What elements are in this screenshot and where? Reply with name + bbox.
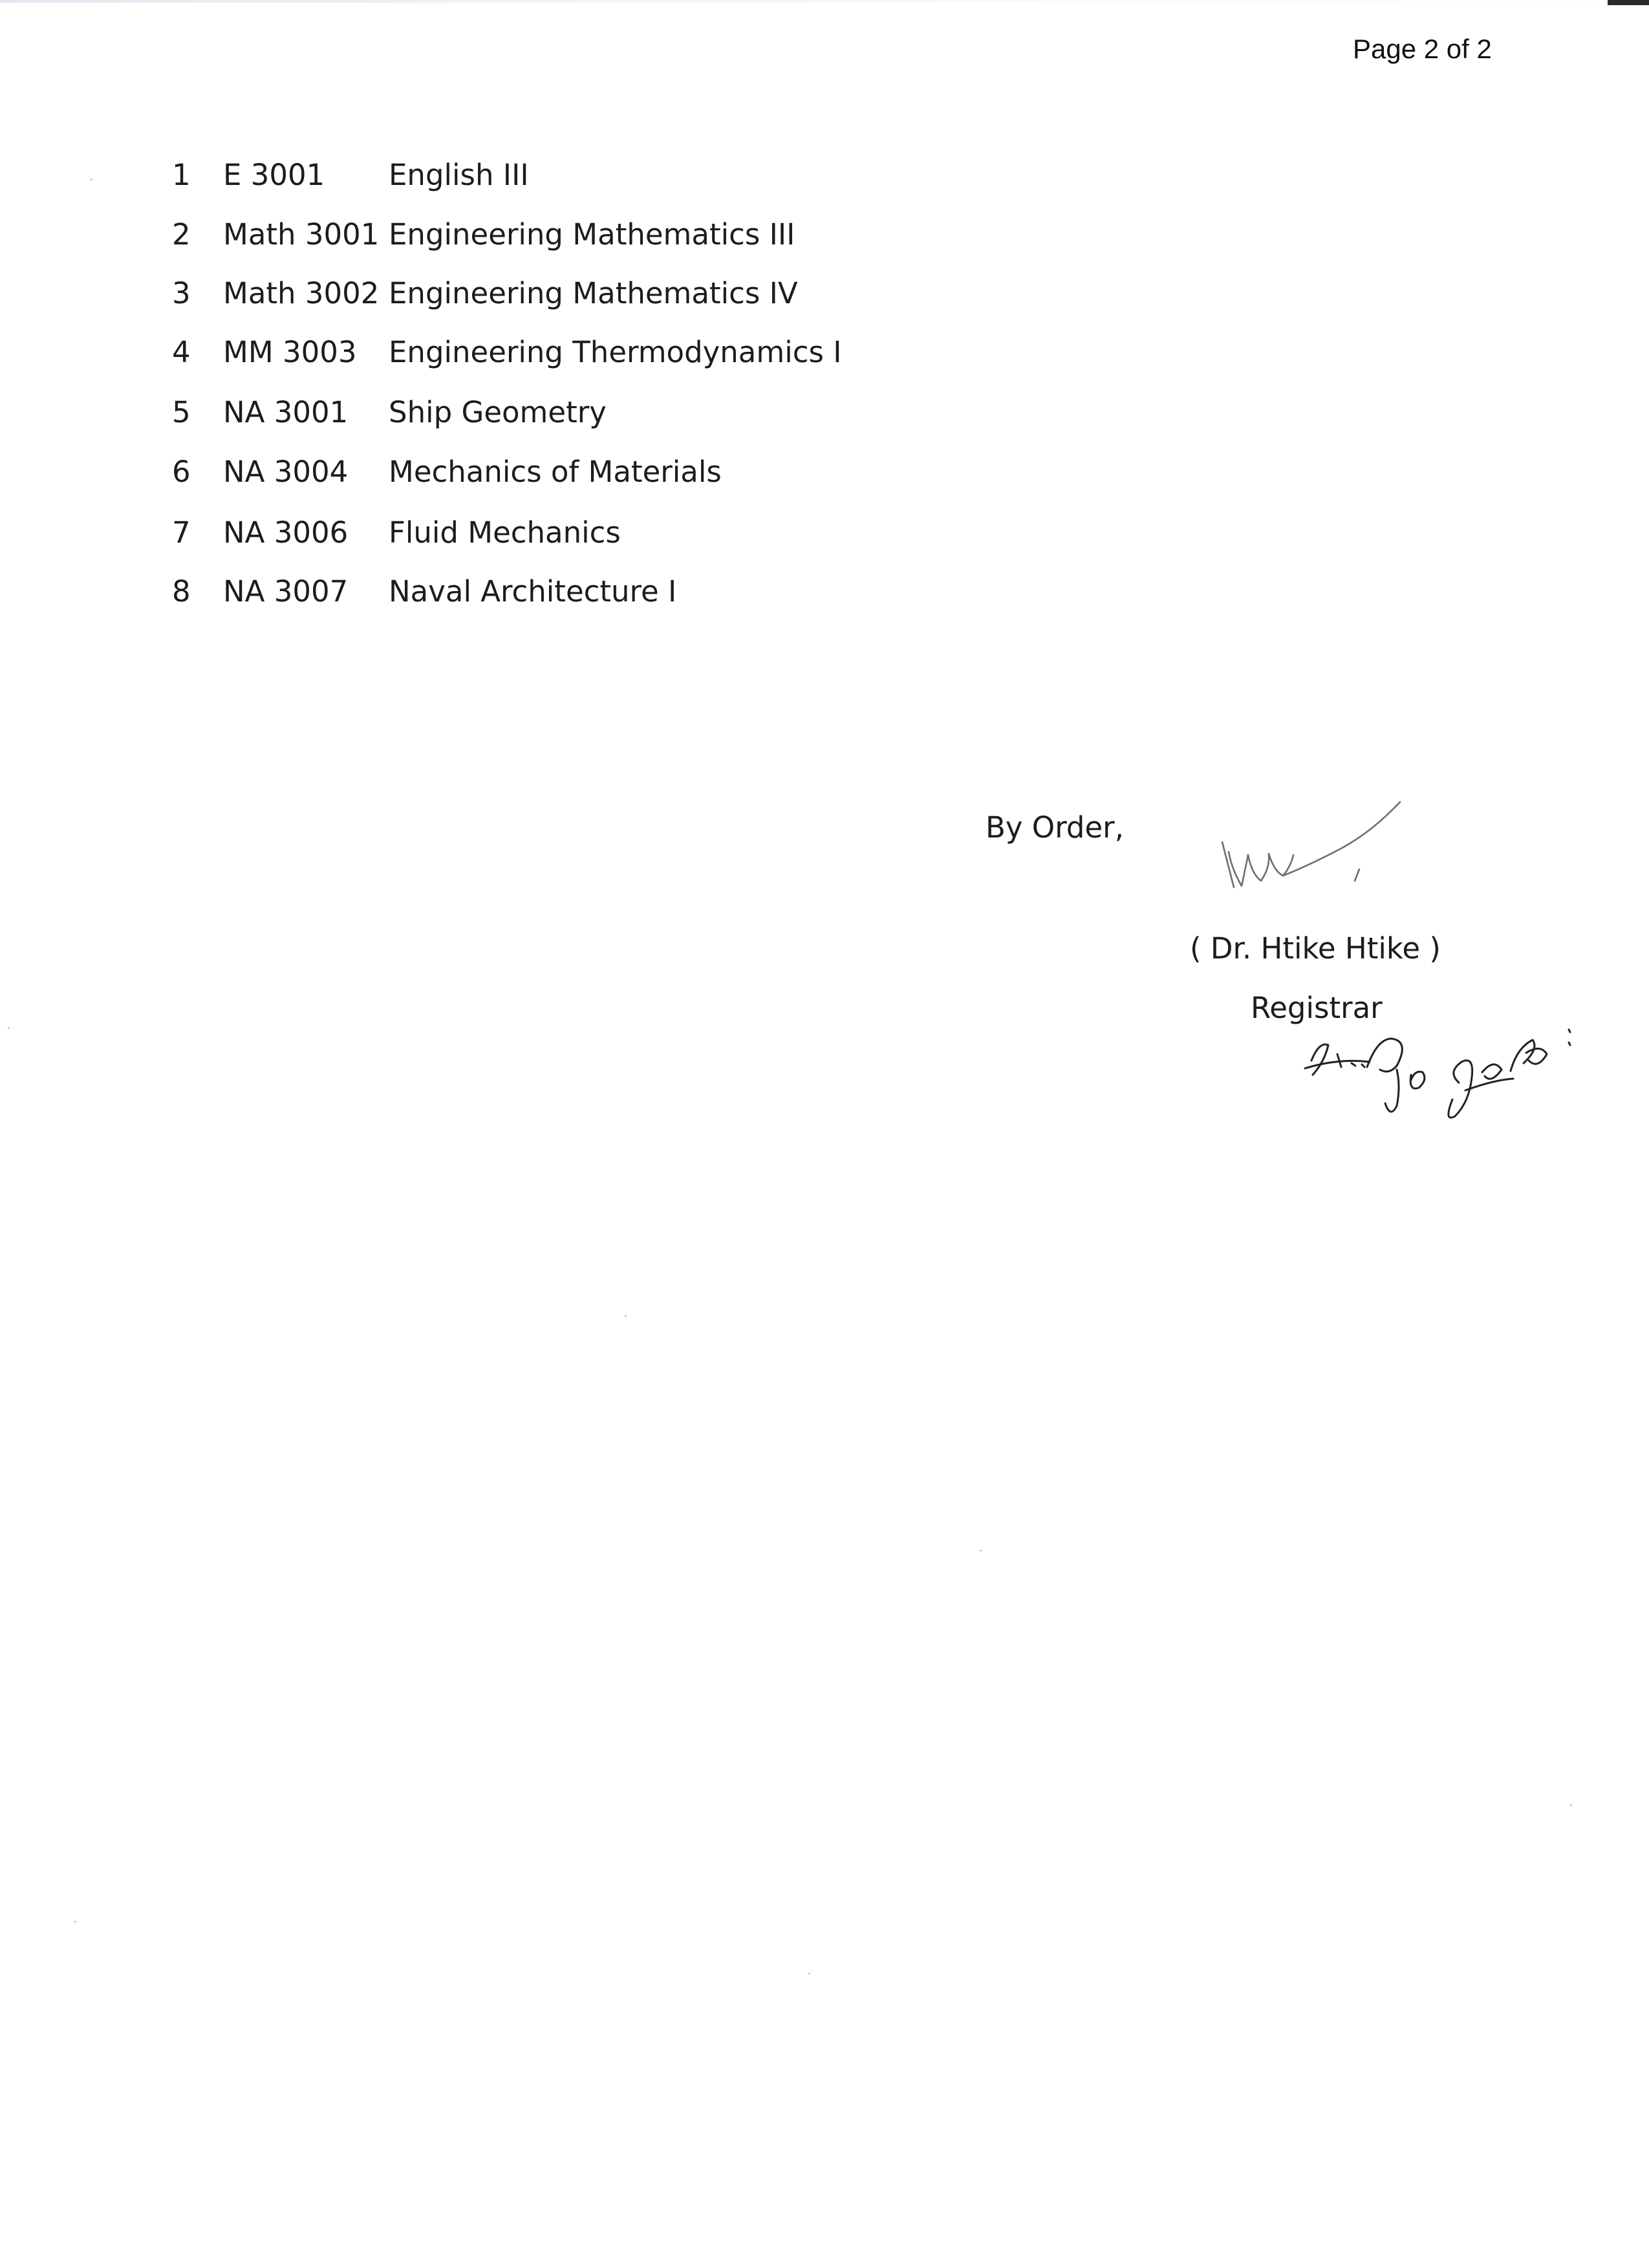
- scan-speck: [8, 1027, 10, 1029]
- course-code: NA 3004: [223, 455, 349, 489]
- course-number: 4: [172, 335, 191, 369]
- scan-speck: [74, 1921, 76, 1923]
- course-number: 1: [172, 158, 191, 192]
- course-number: 8: [172, 574, 191, 609]
- course-number: 3: [172, 276, 191, 310]
- course-title: Engineering Mathematics III: [389, 217, 795, 252]
- course-title: Naval Architecture I: [389, 574, 677, 609]
- course-code: NA 3007: [223, 574, 349, 609]
- scan-speck: [1570, 1804, 1572, 1806]
- course-code: E 3001: [223, 158, 325, 192]
- course-title: English III: [389, 158, 529, 192]
- scan-speck: [980, 1550, 982, 1551]
- course-number: 7: [172, 515, 191, 550]
- course-code: MM 3003: [223, 335, 357, 369]
- signatory-title: Registrar: [1251, 991, 1383, 1025]
- registrar-signature: [1216, 790, 1410, 900]
- course-number: 2: [172, 217, 191, 252]
- course-title: Mechanics of Materials: [389, 455, 722, 489]
- course-title: Engineering Thermodynamics I: [389, 335, 842, 369]
- course-code: NA 3001: [223, 395, 349, 429]
- course-number: 5: [172, 395, 191, 429]
- course-title: Fluid Mechanics: [389, 515, 621, 550]
- course-code: Math 3002: [223, 276, 380, 310]
- by-order-text: By Order,: [986, 810, 1124, 845]
- page-number: Page 2 of 2: [1353, 34, 1492, 64]
- course-code: NA 3006: [223, 515, 349, 550]
- course-number: 6: [172, 455, 191, 489]
- course-title: Engineering Mathematics IV: [389, 276, 798, 310]
- scan-speck: [808, 1972, 810, 1974]
- course-title: Ship Geometry: [389, 395, 607, 429]
- scan-speck: [91, 178, 92, 180]
- scan-speck: [625, 1315, 627, 1317]
- handwritten-annotation: [1300, 1015, 1584, 1125]
- course-code: Math 3001: [223, 217, 380, 252]
- signatory-name: ( Dr. Htike Htike ): [1190, 931, 1441, 966]
